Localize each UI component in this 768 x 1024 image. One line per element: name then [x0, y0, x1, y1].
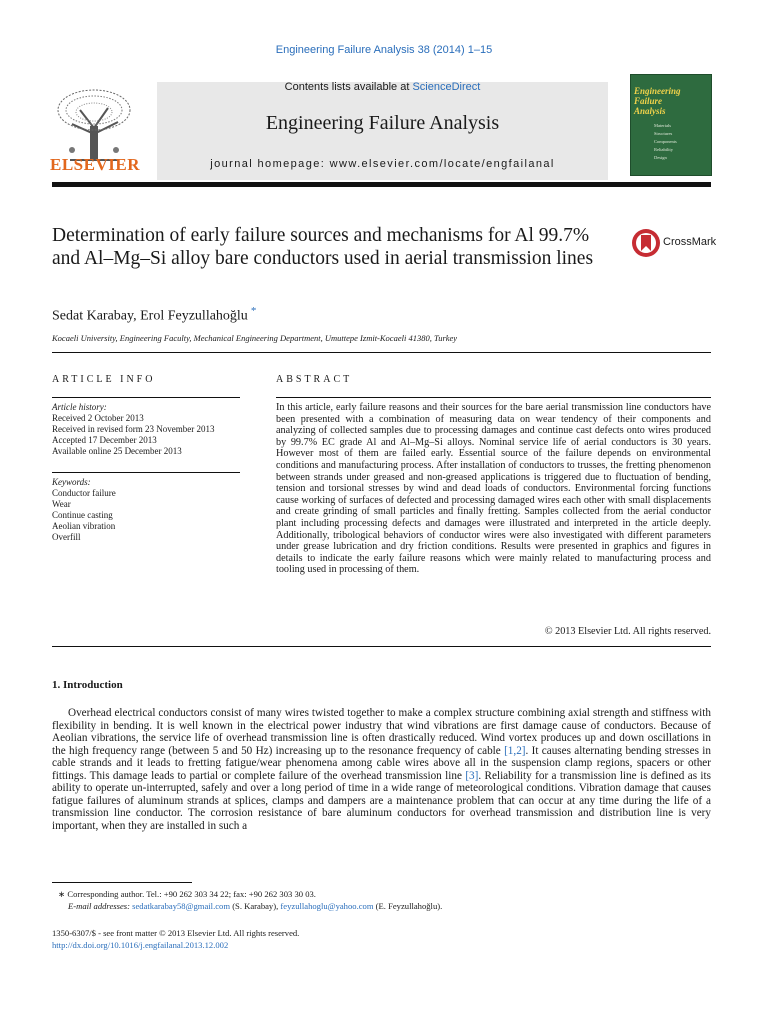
journal-homepage[interactable]: journal homepage: www.elsevier.com/locate/engfailanal: [210, 158, 555, 170]
crossmark-icon[interactable]: [631, 228, 661, 258]
cover-topic: Components: [654, 139, 677, 144]
keyword: Aeolian vibration: [52, 521, 116, 531]
info-divider: [52, 472, 240, 473]
corresponding-footnote: [58, 889, 708, 900]
email-footnote: [68, 901, 708, 912]
citation-link[interactable]: [3]: [465, 769, 479, 782]
cover-topic: Reliability: [654, 147, 673, 152]
cover-title: [634, 86, 708, 116]
keyword: Continue casting: [52, 510, 113, 520]
keywords-label: Keywords:: [52, 477, 91, 487]
intro-text: . Reliability for a transmission line is defined as its ability to operate un-interrupted, safely and over a long period of time in a wide range of meteorological conditions. Vibration damage that causes fatigue failures of aluminum strands at splices, clamps and dampers are a maintenance problem that can occur at any time during the life of a transmission line conductor. The corrosion resistance of bare aluminum conductors for overhead transmission and distribution line is very important, when they are installed in such a: [52, 769, 711, 832]
email-link[interactable]: sedatkarabay58@gmail.com: [132, 901, 231, 911]
abstract-divider: [276, 397, 711, 398]
cover-topic-list: [654, 122, 708, 162]
sciencedirect-link[interactable]: ScienceDirect: [412, 81, 481, 93]
history-item: Accepted 17 December 2013: [52, 435, 157, 445]
doi-link[interactable]: http://dx.doi.org/10.1016/j.engfailanal.2013.12.002: [52, 940, 229, 950]
section-heading: 1. Introduction: [52, 679, 123, 691]
abstract-text: In this article, early failure reasons and their sources for the bare aerial transmission line conductors have been presented with a combination of measuring data on wear tendency of their components and analyzing of collected samples due to processing damages and continue cast defects onto wires produced by 99.7% EC grade Al and Al–Mg–Si alloys. Nominal service life of aerial conductors is 30 years. However most of them are failed early. Essential source of the failure depends on environmental conditions and manufacturing process. After installation of conductors to trusses, the fretting phenomenon between strands under greased and non-greased applications is triggered due to fluctuation of bending, tension and torsional stresses by wind and dead loads of conductors. Environmental forcing functions cause working of surfaces of defected and processing damaged wires each other with small displacements and create grinding of small particles and finally fretting. Samples collected from the aerial conductor plant including processing defects and damages were illustrated and interpreted in the article deeply. Additionally, tribological behaviors of conductor wires were also investigated with different parameters under grease lubrication and dry friction conditions. Results were presented in graphics and figures in details to indicate the early failure reasons which were mainly related to manufacturing process and tooling used in processing of them.: [276, 402, 711, 576]
section-divider: [52, 646, 711, 647]
keyword: Wear: [52, 499, 71, 509]
article-info-heading: ARTICLE INFO: [52, 374, 156, 385]
article-history: [52, 402, 252, 457]
corresponding-text: Corresponding author. Tel.: +90 262 303 34 22; fax: +90 262 303 30 03.: [67, 889, 316, 899]
cover-title-line: Analysis: [634, 106, 666, 116]
contents-line: [157, 81, 608, 93]
section-divider: [52, 352, 711, 353]
email-owner: (S. Karabay),: [232, 901, 279, 911]
history-label: Article history:: [52, 402, 107, 412]
email-link[interactable]: feyzullahoglu@yahoo.com: [280, 901, 374, 911]
cover-topic: Design: [654, 155, 667, 160]
history-item: Received in revised form 23 November 2013: [52, 424, 215, 434]
crossmark-label[interactable]: CrossMark: [663, 236, 717, 248]
affiliation: Kocaeli University, Engineering Faculty, Mechanical Engineering Department, Umuttepe Izmit-Kocaeli 41380, Turkey: [52, 333, 458, 343]
running-head[interactable]: Engineering Failure Analysis 38 (2014) 1–15: [275, 44, 493, 56]
history-item: Received 2 October 2013: [52, 413, 144, 423]
citation-link[interactable]: [1,2]: [504, 744, 526, 757]
issn-line: 1350-6307/$ - see front matter © 2013 Elsevier Ltd. All rights reserved.: [52, 928, 300, 938]
keyword: Conductor failure: [52, 488, 116, 498]
cover-topic: Structures: [654, 131, 673, 136]
contents-prefix: Contents lists available at: [284, 81, 413, 93]
journal-title: Engineering Failure Analysis: [265, 112, 500, 134]
abstract-copyright: © 2013 Elsevier Ltd. All rights reserved.: [544, 626, 711, 637]
intro-text: Overhead electrical conductors consist of many wires twisted together to make a complex structure combining axial strength and stiffness with flexibility in bending. It is well known in the electrical power industry that wind vibrations are first damage cause of conductors. Because of Aeolian vibrations, the service life of overhead transmission line is often drastically reduced. Wind vortex produces up and down oscillations in the high frequency range (between 5 and 50 Hz) increasing up to the resonance frequency of cable: [52, 707, 711, 757]
abstract-heading: ABSTRACT: [276, 374, 353, 385]
cover-title-line: Failure: [634, 96, 663, 106]
email-owner: (E. Feyzullahoğlu).: [375, 901, 443, 911]
keywords-block: [52, 477, 240, 543]
footnote-divider: [52, 882, 192, 883]
keyword: Overfill: [52, 532, 81, 542]
cover-topic: Materials: [654, 123, 671, 128]
history-item: Available online 25 December 2013: [52, 446, 182, 456]
article-title: Determination of early failure sources and mechanisms for Al 99.7% and Al–Mg–Si alloy bare conductors used in aerial transmission lines: [52, 225, 594, 269]
intro-text: . It causes alternating bending stresses in cable strands and it leads to fretting fatigue/wear phenomena among cable wires above all in the suspension clamp regions, spacers or other fittings. This damage leads to partial or complete failure of the overhead transmission line: [52, 744, 711, 782]
introduction-paragraph: [52, 707, 711, 832]
publisher-wordmark: ELSEVIER: [50, 155, 140, 174]
email-label: E-mail addresses:: [68, 901, 130, 911]
header-divider: [52, 182, 711, 187]
info-divider: [52, 397, 240, 398]
cover-title-line: Engineering: [634, 86, 681, 96]
corresponding-author-mark[interactable]: *: [250, 305, 257, 317]
footnote-mark: ∗: [58, 889, 66, 899]
author-list: [52, 305, 256, 325]
authors-names: Sedat Karabay, Erol Feyzullahoğlu: [52, 308, 248, 324]
